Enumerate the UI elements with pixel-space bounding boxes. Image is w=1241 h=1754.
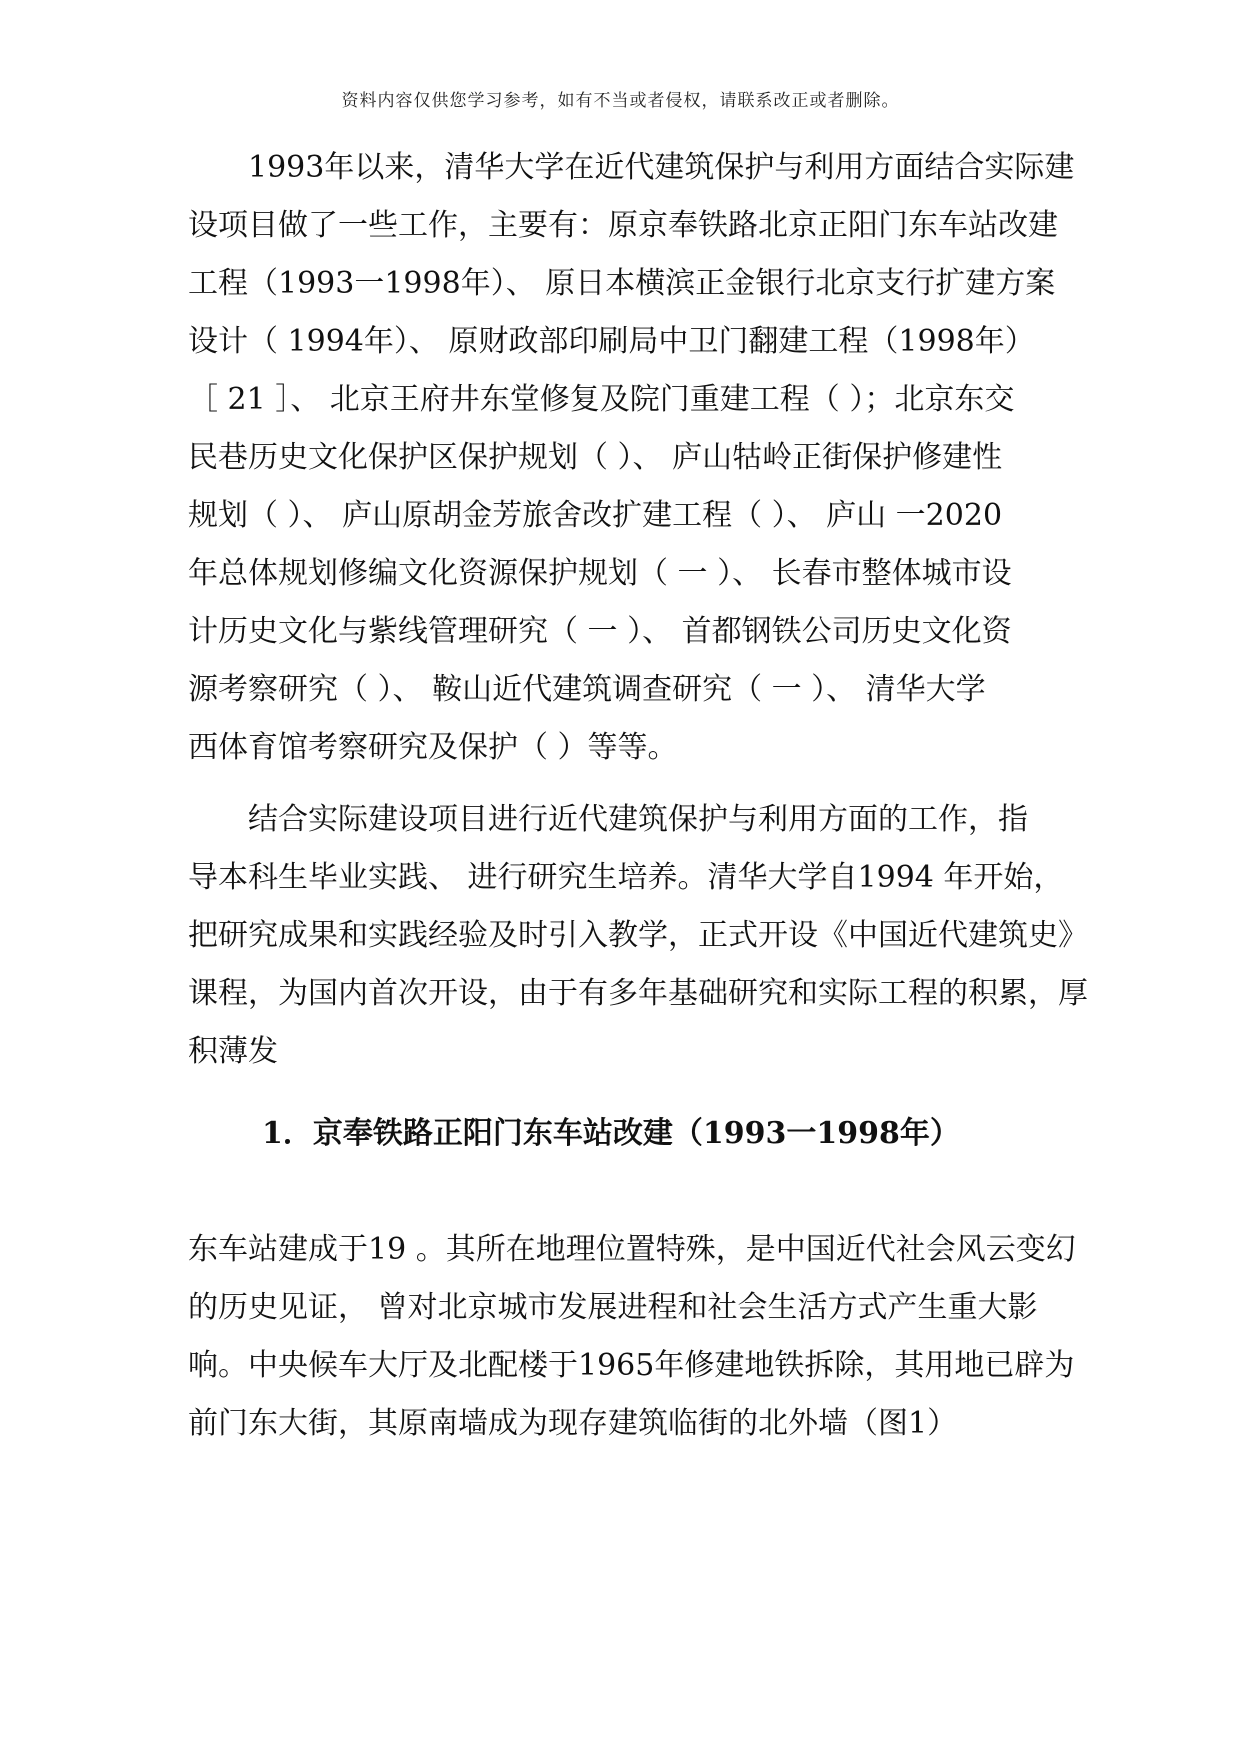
text-line: ［ 21 ］、 北京王府井东堂修复及院门重建工程（ ）；北京东交	[188, 382, 1015, 417]
text-line: 设计（ 1994年）、 原财政部印刷局中卫门翻建工程（1998年）	[188, 324, 1035, 359]
page-header-notice: 资料内容仅供您学习参考，如有不当或者侵权，请联系改正或者删除。	[341, 91, 900, 111]
text-line: 东车站建成于19 。其所在地理位置特殊，是中国近代社会风云变幻	[188, 1232, 1076, 1267]
text-line: 西体育馆考察研究及保护（ ）等等。	[188, 730, 678, 765]
text-line: 课程，为国内首次开设，由于有多年基础研究和实际工程的积累，厚	[188, 976, 1088, 1011]
text-line: 规划（ ）、 庐山原胡金芳旅舍改扩建工程（ ）、 庐山 一2020	[188, 498, 1003, 533]
section-heading: 1．京奉铁路正阳门东车站改建（1993一1998年）	[262, 1116, 960, 1151]
text-line: 前门东大街，其原南墙成为现存建筑临街的北外墙（图1）	[188, 1406, 958, 1441]
text-line: 的历史见证， 曾对北京城市发展进程和社会生活方式产生重大影	[188, 1290, 1038, 1325]
text-line: 计历史文化与紫线管理研究（ 一 ）、 首都钢铁公司历史文化资	[188, 614, 1012, 649]
text-line: 年总体规划修编文化资源保护规划（ 一 ）、 长春市整体城市设	[188, 556, 1012, 591]
text-line: 积薄发	[188, 1034, 278, 1069]
text-line: 结合实际建设项目进行近代建筑保护与利用方面的工作，指	[188, 802, 1028, 837]
text-line: 工程（1993一1998年）、 原日本横滨正金银行北京支行扩建方案	[188, 266, 1056, 301]
text-line: 民巷历史文化保护区保护规划（ ）、 庐山牯岭正街保护修建性	[188, 440, 1003, 475]
text-line: 导本科生毕业实践、 进行研究生培养。清华大学自1994 年开始，	[188, 860, 1064, 895]
text-line: 设项目做了一些工作，主要有：原京奉铁路北京正阳门东车站改建	[188, 208, 1058, 243]
text-line: 响。中央候车大厅及北配楼于1965年修建地铁拆除，其用地已辟为	[188, 1348, 1075, 1383]
text-line: 源考察研究（ ）、 鞍山近代建筑调查研究（ 一 ）、 清华大学	[188, 672, 986, 707]
text-line: 把研究成果和实践经验及时引入教学，正式开设《中国近代建筑史》	[188, 918, 1088, 953]
text-line: 1993年以来，清华大学在近代建筑保护与利用方面结合实际建	[188, 150, 1075, 185]
